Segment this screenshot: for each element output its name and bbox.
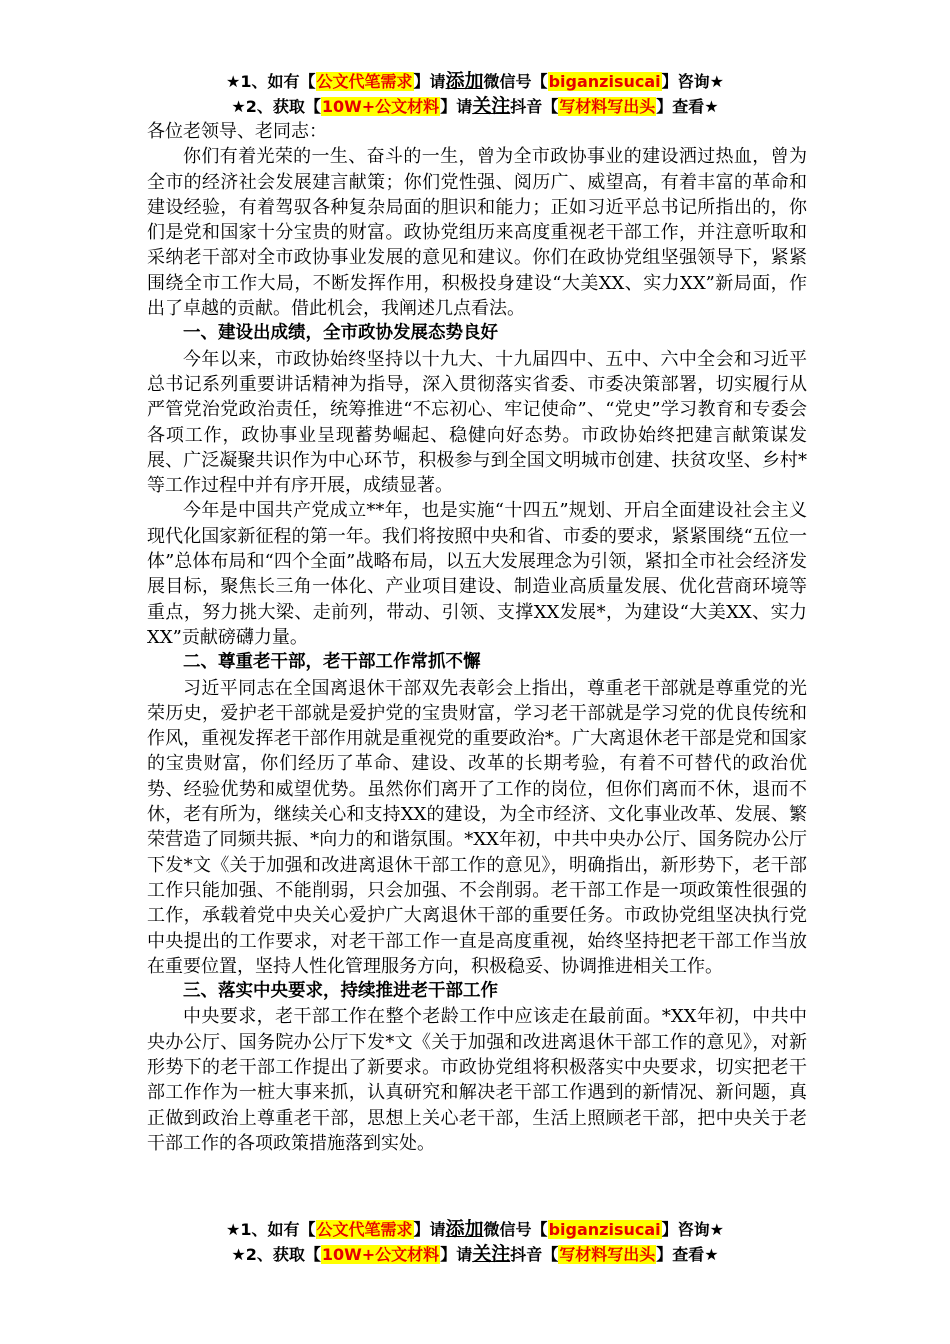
top-banner-line-2 bbox=[0, 94, 950, 119]
section-1-paragraph-1: 今年以来，市政协始终坚持以十九大、十九届四中、五中、六中全会和习近平总书记系列重要讲话精神为指导，深入贯彻落实省委、市委决策部署，切实履行从严管党治党政治责任，统筹推进“不忘初心、牢记使命”、“党史”学习教育和专委会各项工作，政协事业呈现蓄势崛起、稳健向好态势。市政协始终把建言献策谋发展、广泛凝聚共识作为中心环节，积极参与到全国文明城市创建、扶贫攻坚、乡村*等工作过程中并有序开展，成绩显著。 bbox=[147, 348, 807, 497]
banner-text: 】咨询★ bbox=[661, 1220, 724, 1239]
banner-text: ★2、获取【 bbox=[231, 97, 321, 116]
banner-text: 微信号【 bbox=[483, 72, 548, 91]
banner-underline: 关注 bbox=[472, 1243, 511, 1265]
document-body bbox=[147, 119, 807, 1156]
banner-highlight-douyin: 写材料写出头 bbox=[559, 1245, 656, 1264]
banner-text: ★2、获取【 bbox=[231, 1245, 321, 1264]
banner-highlight: 公文代笔需求 bbox=[316, 72, 413, 91]
bottom-banner-line-2 bbox=[0, 1242, 950, 1267]
banner-text: 】请 bbox=[440, 1245, 473, 1264]
banner-text: 】请 bbox=[440, 97, 473, 116]
banner-text: 】咨询★ bbox=[661, 72, 724, 91]
banner-underline: 关注 bbox=[472, 95, 511, 117]
section-heading-2: 二、尊重老干部，老干部工作常抓不懈 bbox=[183, 652, 481, 673]
section-1-paragraph-2: 今年是中国共产党成立**年，也是实施“十四五”规划、开启全面建设社会主义现代化国家新征程的第一年。我们将按照中央和省、市委的要求，紧紧围绕“五位一体”总体布局和“四个全面”战略布局，以五大发展理念为引领，紧扣全市社会经济发展目标，聚焦长三角一体化、产业项目建设、制造业高质量发展、优化营商环境等重点，努力挑大梁、走前列，带动、引领、支撑XX发展*，为建设“大美XX、实力XX”贡献磅礴力量。 bbox=[147, 500, 807, 648]
bottom-banner-line-1 bbox=[0, 1217, 950, 1242]
banner-underline: 添加 bbox=[445, 70, 484, 92]
banner-highlight-wechat-id: biganzisucai bbox=[548, 1220, 661, 1239]
section-heading-3: 三、落实中央要求，持续推进老干部工作 bbox=[183, 981, 498, 1002]
banner-highlight-wechat-id: biganzisucai bbox=[548, 72, 661, 91]
banner-highlight-douyin: 写材料写出头 bbox=[559, 97, 656, 116]
banner-text: 微信号【 bbox=[483, 1220, 548, 1239]
banner-text: ★1、如有【 bbox=[226, 72, 316, 91]
banner-text: ★1、如有【 bbox=[226, 1220, 316, 1239]
banner-highlight: 10W+公文材料 bbox=[321, 1245, 440, 1264]
banner-highlight: 10W+公文材料 bbox=[321, 97, 440, 116]
banner-text: 】请 bbox=[413, 1220, 446, 1239]
banner-text: 】请 bbox=[413, 72, 446, 91]
top-banner-line-1 bbox=[0, 69, 950, 94]
banner-text: 抖音【 bbox=[510, 1245, 559, 1264]
section-3-paragraph: 中央要求，老干部工作在整个老龄工作中应该走在最前面。*XX年初，中共中央办公厅、国务院办公厅下发*文《关于加强和改进离退休干部工作的意见》，对新形势下的老干部工作提出了新要求。市政协党组将积极落实中央要求，切实把老干部工作作为一桩大事来抓，认真研究和解决老干部工作遇到的新情况、新问题，真正做到政治上尊重老干部，思想上关心老干部，生活上照顾老干部，把中央关于老干部工作的各项政策措施落到实处。 bbox=[147, 1006, 807, 1154]
banner-underline: 添加 bbox=[445, 1218, 484, 1240]
intro-paragraph: 你们有着光荣的一生、奋斗的一生，曾为全市政协事业的建设洒过热血，曾为全市的经济社会发展建言献策；你们党性强、阅历广、威望高，有着丰富的革命和建设经验，有着驾驭各种复杂局面的胆识和能力；正如习近平总书记所指出的，你们是党和国家十分宝贵的财富。政协党组历来高度重视老干部工作，并注意听取和采纳老干部对全市政协事业发展的意见和建议。你们在政协党组坚强领导下，紧紧围绕全市工作大局，不断发挥作用，积极投身建设“大美XX、实力XX”新局面，作出了卓越的贡献。借此机会，我阐述几点看法。 bbox=[147, 146, 807, 320]
banner-highlight: 公文代笔需求 bbox=[316, 1220, 413, 1239]
banner-text: 】查看★ bbox=[656, 97, 719, 116]
section-heading-1: 一、建设出成绩，全市政协发展态势良好 bbox=[183, 323, 498, 344]
banner-text: 】查看★ bbox=[656, 1245, 719, 1264]
banner-text: 抖音【 bbox=[510, 97, 559, 116]
salutation: 各位老领导、老同志： bbox=[147, 121, 327, 142]
section-2-paragraph: 习近平同志在全国离退休干部双先表彰会上指出，尊重老干部就是尊重党的光荣历史，爱护老干部就是爱护党的宝贵财富，学习老干部就是学习党的优良传统和作风，重视发挥老干部作用就是重视党的重要政治*。广大离退休老干部是党和国家的宝贵财富，你们经历了革命、建设、改革的长期考验，有着不可替代的政治优势、经验优势和威望优势。虽然你们离开了工作的岗位，但你们离而不休，退而不休，老有所为，继续关心和支持XX的建设，为全市经济、文化事业改革、发展、繁荣营造了同频共振、*向力的和谐氛围。*XX年初，中共中央办公厅、国务院办公厅下发*文《关于加强和改进离退休干部工作的意见》，明确指出，新形势下，老干部工作只能加强、不能削弱，只会加强、不会削弱。老干部工作是一项政策性很强的工作，承载着党中央关心爱护广大离退休干部的重要任务。市政协党组坚决执行党中央提出的工作要求，对老干部工作一直是高度重视，始终坚持把老干部工作当放在重要位置，坚持人性化管理服务方向，积极稳妥、协调推进相关工作。 bbox=[147, 677, 807, 977]
